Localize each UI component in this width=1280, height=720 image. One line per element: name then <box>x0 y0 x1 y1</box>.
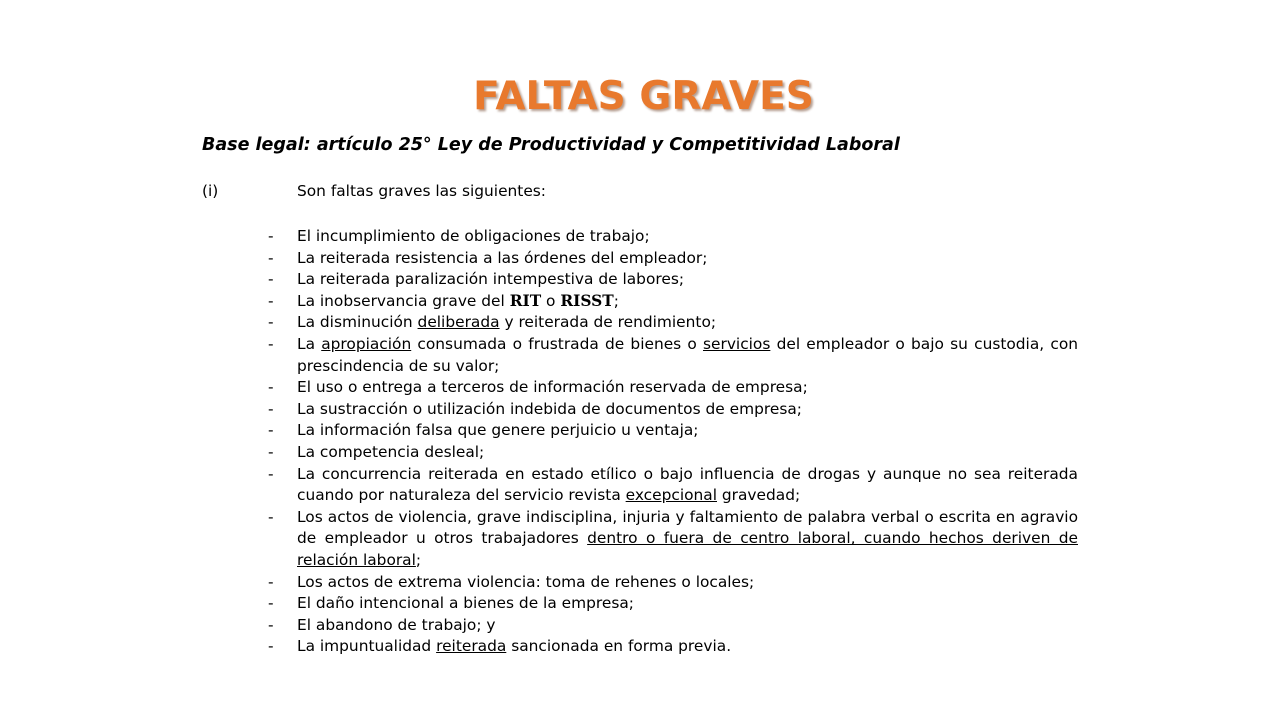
text-segment: La disminución <box>297 313 418 332</box>
list-item <box>268 593 1078 615</box>
list-dash: - <box>268 399 274 418</box>
list-item-text <box>297 400 802 418</box>
text-segment: El uso o entrega a terceros de información reservada de empresa; <box>297 378 808 397</box>
list-item <box>268 615 1078 637</box>
text-segment: Los actos de violencia, grave indisciplina, injuria y faltamiento de palabra verbal o escrita en agravio de empleador u otros trabajadores <box>297 507 1078 548</box>
text-segment: sancionada en forma previa. <box>506 637 732 656</box>
list-item-text <box>297 378 808 396</box>
text-segment: La competencia desleal; <box>297 442 485 461</box>
list-item <box>268 507 1078 572</box>
list-item <box>268 377 1078 399</box>
list-item <box>268 420 1078 442</box>
list-item <box>268 636 1078 658</box>
text-segment: El abandono de trabajo; y <box>297 615 496 634</box>
list-item-text <box>297 465 1078 505</box>
list-dash: - <box>268 313 274 332</box>
text-segment: gravedad; <box>717 486 801 505</box>
legal-basis-subtitle: Base legal: artículo 25° Ley de Productividad y Competitividad Laboral <box>202 135 900 155</box>
list-dash: - <box>268 637 274 656</box>
list-item-text <box>297 335 1078 375</box>
list-item <box>268 291 1078 313</box>
text-segment: El incumplimiento de obligaciones de trabajo; <box>297 227 650 245</box>
text-segment: ; <box>613 291 619 310</box>
list-item-text <box>297 443 484 461</box>
list-item-text <box>297 227 650 245</box>
list-dash: - <box>268 507 274 526</box>
slide-title: FALTAS GRAVES <box>473 74 814 119</box>
intro-text: Son faltas graves las siguientes: <box>297 182 546 200</box>
list-item <box>268 334 1078 377</box>
list-dash: - <box>268 615 274 634</box>
list-item-text <box>297 421 698 439</box>
list-item <box>268 464 1078 507</box>
list-item-text <box>297 508 1078 569</box>
bold-text: RISST <box>560 291 614 310</box>
list-dash: - <box>268 442 274 461</box>
list-dash: - <box>268 464 274 483</box>
list-item <box>268 269 1078 291</box>
underlined-text: deliberada <box>417 313 500 332</box>
list-item <box>268 442 1078 464</box>
text-segment: La <box>297 334 322 353</box>
list-dash: - <box>268 378 274 397</box>
list-item-text <box>297 249 707 267</box>
text-segment: del empleador o bajo su custodia, con prescindencia de su valor; <box>297 334 1078 375</box>
list-dash: - <box>268 594 274 613</box>
list-dash: - <box>268 421 274 440</box>
list-dash: - <box>268 334 274 353</box>
intro-marker: (i) <box>202 182 219 200</box>
underlined-text: excepcional <box>625 486 717 505</box>
text-segment: La impuntualidad <box>297 637 437 656</box>
list-item-text <box>297 573 754 591</box>
underlined-text: dentro o fuera de centro laboral, cuando hechos deriven de relación laboral <box>297 529 1078 569</box>
list-item-text <box>297 616 496 634</box>
list-item <box>268 312 1078 334</box>
text-segment: y reiterada de rendimiento; <box>499 313 717 332</box>
text-segment: ; <box>415 550 422 569</box>
text-segment: El daño intencional a bienes de la empresa; <box>297 594 634 613</box>
intro-line <box>202 180 1082 202</box>
list-dash: - <box>268 291 274 310</box>
text-segment: La sustracción o utilización indebida de documentos de empresa; <box>297 399 802 418</box>
text-segment: La reiterada resistencia a las órdenes del empleador; <box>297 248 708 267</box>
list-item-text <box>297 292 619 310</box>
text-segment: La información falsa que genere perjuicio u ventaja; <box>297 421 699 440</box>
serious-faults-list <box>268 226 1078 658</box>
list-dash: - <box>268 270 274 289</box>
text-segment: consumada o frustrada de bienes o <box>411 334 703 353</box>
text-segment: Los actos de extrema violencia: toma de rehenes o locales; <box>297 572 755 591</box>
list-item-text <box>297 270 684 288</box>
list-item <box>268 572 1078 594</box>
list-item <box>268 226 1078 248</box>
text-segment: La reiterada paralización intempestiva de labores; <box>297 270 685 289</box>
text-segment: o <box>541 291 561 310</box>
list-item-text <box>297 637 731 655</box>
list-dash: - <box>268 227 274 245</box>
list-item <box>268 248 1078 270</box>
list-dash: - <box>268 248 274 267</box>
underlined-text: servicios <box>703 334 771 353</box>
list-item-text <box>297 313 716 331</box>
list-item <box>268 399 1078 421</box>
list-dash: - <box>268 572 274 591</box>
text-segment: La concurrencia reiterada en estado etílico o bajo influencia de drogas y aunque no sea reiterada cuando por naturaleza del servicio revista <box>297 464 1078 505</box>
list-item-text <box>297 594 634 612</box>
underlined-text: reiterada <box>436 637 507 656</box>
underlined-text: apropiación <box>321 334 412 353</box>
text-segment: La inobservancia grave del <box>297 291 510 310</box>
bold-text: RIT <box>509 291 542 310</box>
